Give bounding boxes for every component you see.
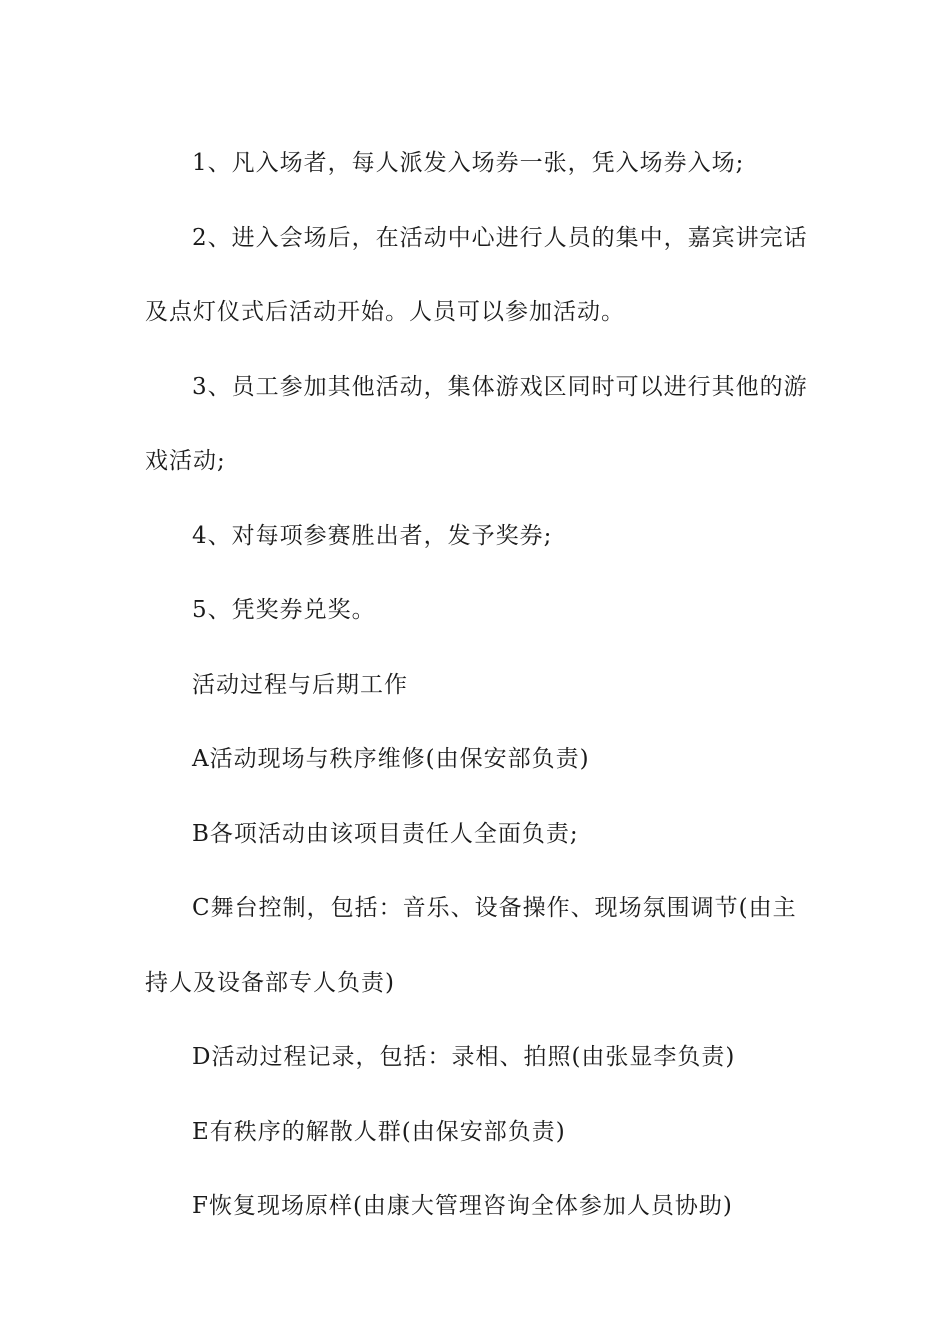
paragraph-3 [145, 350, 810, 499]
item-e [145, 1095, 810, 1170]
paragraph-line: B各项活动由该项目责任人全面负责; [192, 820, 579, 847]
paragraph-line-continued: 戏活动; [145, 448, 226, 474]
paragraph-2 [145, 201, 810, 350]
paragraph-line: C舞台控制，包括：音乐、设备操作、现场氛围调节(由主 [192, 895, 797, 921]
item-c [145, 871, 810, 1020]
item-a [145, 722, 810, 797]
paragraph-line: F恢复现场原样(由康大管理咨询全体参加人员协助) [192, 1193, 733, 1219]
paragraph-line: 3、员工参加其他活动，集体游戏区同时可以进行其他的游 [192, 373, 808, 400]
paragraph-line: E有秩序的解散人群(由保安部负责) [192, 1118, 566, 1145]
paragraph-5 [145, 573, 810, 648]
paragraph-line: 4、对每项参赛胜出者，发予奖券; [192, 522, 553, 549]
item-f [145, 1169, 810, 1244]
paragraph-4 [145, 499, 810, 574]
paragraph-line: 2、进入会场后，在活动中心进行人员的集中，嘉宾讲完话 [192, 224, 808, 251]
paragraph-line-continued: 及点灯仪式后活动开始。人员可以参加活动。 [145, 299, 625, 325]
document-body [145, 126, 810, 1244]
paragraph-line: A活动现场与秩序维修(由保安部负责) [192, 746, 590, 772]
section-heading-text: 活动过程与后期工作 [192, 671, 408, 698]
item-d [145, 1020, 810, 1095]
item-b [145, 797, 810, 872]
paragraph-line: 5、凭奖券兑奖。 [192, 597, 376, 623]
paragraph-line: D活动过程记录，包括：录相、拍照(由张显李负责) [192, 1044, 736, 1070]
paragraph-1 [145, 126, 810, 201]
paragraph-line: 1、凡入场者，每人派发入场券一张，凭入场券入场; [192, 150, 745, 176]
paragraph-line-continued: 持人及设备部专人负责) [145, 969, 395, 996]
section-heading [145, 648, 810, 723]
